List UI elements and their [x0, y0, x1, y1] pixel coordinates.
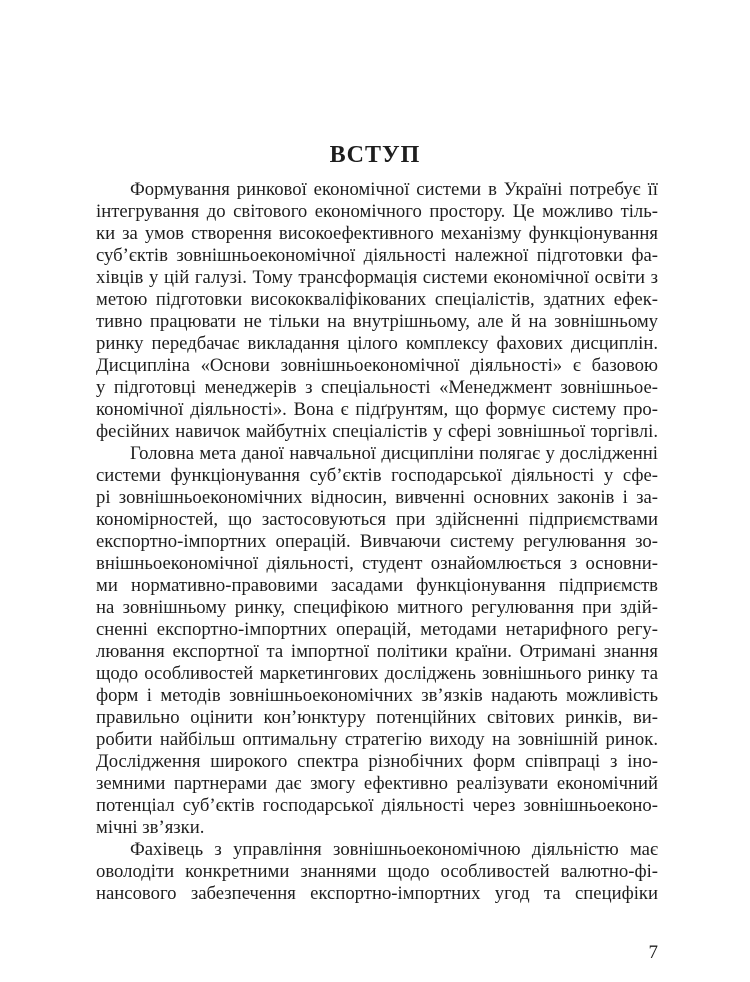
text-line: інтегрування до світового економічного простору. Це можливо тіль- [96, 201, 658, 222]
text-line: лювання експортної та імпортної політики країни. Отримані знання [96, 641, 658, 662]
text-line: у підготовці менеджерів з спеціальності «Менеджмент зовнішньое- [96, 377, 658, 398]
text-line: ки за умов створення високоефективного механізму функціонування [96, 223, 658, 244]
text-line: оволодіти конкретними знаннями щодо особливостей валютно-фі- [96, 861, 658, 882]
text-line: ми нормативно-правовими засадами функціонування підприємств [96, 575, 658, 596]
text-line: суб’єктів зовнішньоекономічної діяльності належної підготовки фа- [96, 245, 658, 266]
page-number: 7 [648, 942, 658, 963]
text-line: фесійних навичок майбутніх спеціалістів у сфері зовнішньої торгівлі. [96, 421, 658, 442]
text-line: Головна мета даної навчальної дисципліни полягає у дослідженні [130, 443, 658, 464]
text-line: системи функціонування суб’єктів господарської діяльності у сфе- [96, 465, 658, 486]
text-line: метою підготовки висококваліфікованих спеціалістів, здатних ефек- [96, 289, 658, 310]
text-line: Формування ринкової економічної системи в Україні потребує її [130, 179, 658, 200]
text-line: ринку передбачає викладання цілого комплексу фахових дисциплін. [96, 333, 658, 354]
text-line: рі зовнішньоекономічних відносин, вивченні основних законів і за- [96, 487, 658, 508]
text-line: кономірностей, що застосовуються при здійсненні підприємствами [96, 509, 658, 530]
text-line: хівців у цій галузі. Тому трансформація системи економічної освіти з [96, 267, 658, 288]
text-line: щодо особливостей маркетингових досліджень зовнішнього ринку та [96, 663, 658, 684]
text-line: робити найбільш оптимальну стратегію виходу на зовнішній ринок. [96, 729, 658, 750]
text-line: земними партнерами дає змогу ефективно реалізувати економічний [96, 773, 658, 794]
text-line: правильно оцінити кон’юнктуру потенційних світових ринків, ви- [96, 707, 658, 728]
text-line: Дисципліна «Основи зовнішньоекономічної діяльності» є базовою [96, 355, 658, 376]
text-line: Дослідження широкого спектра різнобічних форм співпраці з іно- [96, 751, 658, 772]
text-line: мічні зв’язки. [96, 817, 205, 838]
page-title: ВСТУП [329, 142, 421, 168]
text-line: нансового забезпечення експортно-імпортних угод та специфіки [96, 883, 658, 904]
text-line: кономічної діяльності». Вона є підґрунтям, що формує систему про- [96, 399, 658, 420]
text-line: внішньоекономічної діяльності, студент ознайомлюється з основни- [96, 553, 658, 574]
text-line: на зовнішньому ринку, специфікою митного регулювання при здій- [96, 597, 658, 618]
text-line: потенціал суб’єктів господарської діяльності через зовнішньоеконо- [96, 795, 658, 816]
text-line: експортно-імпортних операцій. Вивчаючи систему регулювання зо- [96, 531, 658, 552]
text-line: форм і методів зовнішньоекономічних зв’язків надають можливість [96, 685, 658, 706]
text-line: сненні експортно-імпортних операцій, методами нетарифного регу- [96, 619, 658, 640]
text-line: Фахівець з управління зовнішньоекономічною діяльністю має [130, 839, 658, 860]
text-line: тивно працювати не тільки на внутрішньому, але й на зовнішньому [96, 311, 658, 332]
